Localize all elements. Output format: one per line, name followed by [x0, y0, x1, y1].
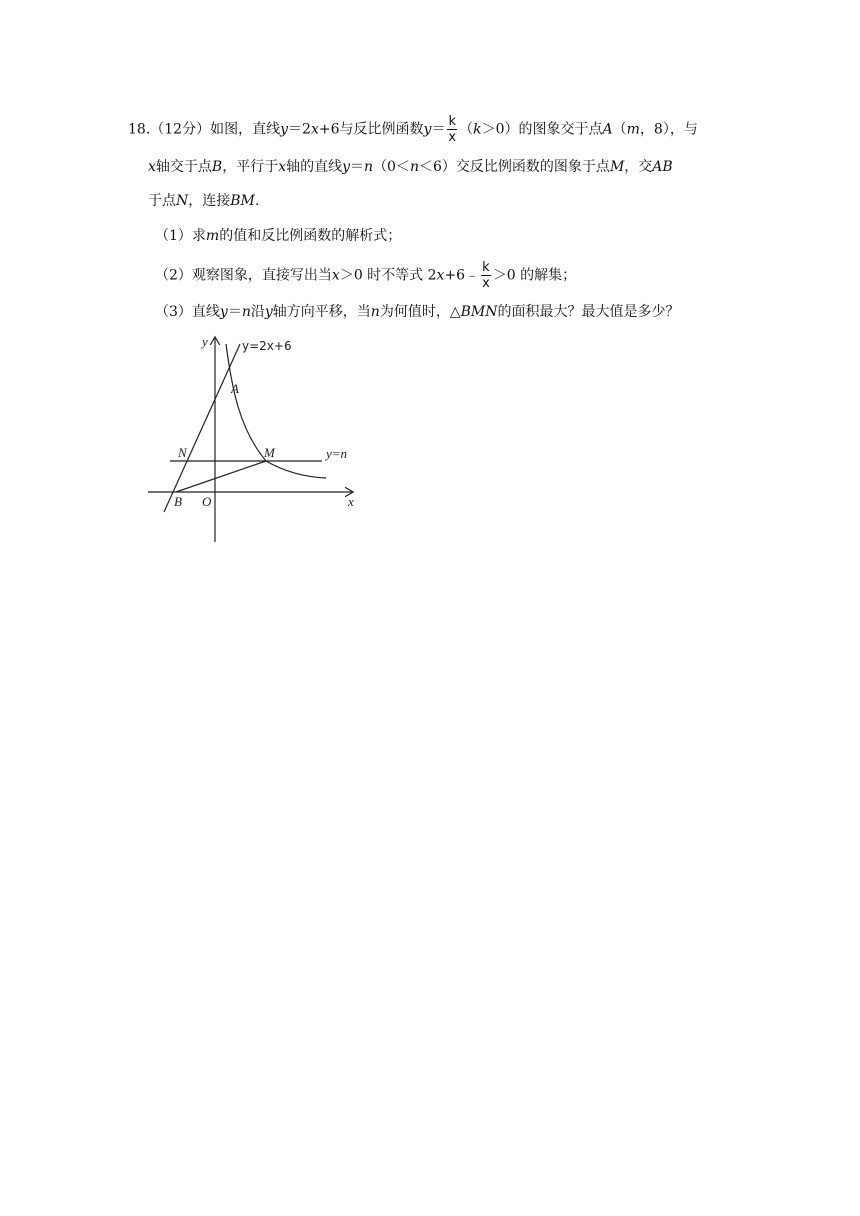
var-m: m	[626, 121, 640, 138]
point-m: M	[609, 159, 625, 175]
text: （3）直线	[155, 304, 220, 320]
text: ＝	[288, 121, 303, 138]
text: ＞0 时不等式 2	[339, 267, 437, 284]
label-origin: O	[202, 494, 212, 509]
var-y: y	[342, 159, 351, 175]
point-n: N	[176, 193, 189, 209]
fraction-k-over-x	[481, 260, 491, 291]
text: 的值和反比例函数的解析式；	[219, 228, 402, 244]
label-point-m: M	[264, 445, 275, 460]
var-x: x	[331, 267, 340, 284]
label-point-b: B	[174, 494, 182, 509]
text: ，平行于	[222, 159, 279, 175]
line-y-2x-plus-6	[164, 344, 240, 512]
question-1	[155, 226, 401, 246]
fraction-denominator: x	[482, 276, 490, 291]
segment-ab: AB	[652, 159, 673, 175]
text: ，8），与	[639, 121, 698, 138]
question-2	[155, 260, 576, 291]
var-x: x	[278, 159, 287, 175]
text: （	[612, 121, 627, 138]
label-y-equals-n: y=n	[326, 446, 348, 461]
text: 轴方向平移，当	[272, 304, 371, 320]
text: ，交	[624, 159, 653, 175]
point-b: B	[211, 159, 223, 175]
label-line-equation: y=2x+6	[242, 339, 292, 353]
var-y: y	[219, 304, 228, 320]
text: 于点	[148, 193, 176, 209]
text: 为何值时，△	[379, 304, 461, 320]
text: ＝	[227, 304, 242, 320]
text: （2）观察图象，直接写出当	[155, 267, 332, 284]
label-y-axis: y	[202, 334, 208, 349]
var-m: m	[205, 228, 220, 244]
label-point-a: A	[231, 381, 239, 396]
fraction-k-over-x	[447, 114, 457, 145]
text: 与反比例函数	[339, 121, 424, 138]
problem-line-1	[128, 114, 698, 145]
label-point-n: N	[178, 445, 187, 460]
problem-line-3	[148, 191, 259, 211]
text: +6	[318, 121, 340, 138]
text: （0＜	[373, 159, 410, 175]
problem-line-2	[148, 157, 673, 177]
text: ＜6）交反比例函数的图象于点	[419, 159, 610, 175]
text: 轴交于点	[155, 159, 212, 175]
text: ，连接	[188, 193, 231, 209]
var-x: x	[148, 159, 156, 175]
segment-bm: BM	[230, 193, 255, 209]
problem-points: （12分）	[150, 121, 211, 138]
var-n: n	[364, 159, 374, 175]
var-n: n	[370, 304, 380, 320]
var-x: x	[310, 121, 319, 138]
var-x: x	[436, 267, 445, 284]
fraction-denominator: x	[448, 130, 457, 145]
text: 的面积最大？最大值是多少？	[497, 304, 680, 320]
var-n: n	[409, 159, 420, 175]
geometry-figure	[140, 330, 370, 550]
text: ＝	[350, 159, 365, 175]
triangle-bmn: BMN	[460, 304, 498, 320]
label-x-axis: x	[348, 494, 354, 509]
fraction-numerator: k	[482, 260, 490, 275]
fraction-numerator: k	[448, 114, 457, 129]
segment-bm-line	[176, 461, 266, 492]
hyperbola-curve	[226, 344, 326, 478]
text: +6﹣	[444, 267, 480, 284]
var-y: y	[280, 121, 289, 138]
text: ＞0 的解集；	[492, 267, 577, 284]
var-y: y	[423, 121, 432, 138]
text: ＝	[431, 121, 446, 138]
text: ＞0）的图象交于点	[481, 121, 603, 138]
text: 轴的直线	[286, 159, 343, 175]
text: .	[254, 193, 260, 209]
var-y: y	[264, 304, 273, 320]
var-n: n	[241, 304, 251, 320]
problem-number: 18.	[128, 121, 151, 138]
var-k: k	[473, 121, 482, 138]
text: （1）求	[155, 228, 206, 244]
text: 如图，直线	[210, 121, 281, 138]
text: （	[459, 121, 474, 138]
text: 沿	[250, 304, 265, 320]
question-3	[155, 302, 679, 322]
text: 2	[302, 121, 311, 138]
point-a: A	[602, 121, 613, 138]
